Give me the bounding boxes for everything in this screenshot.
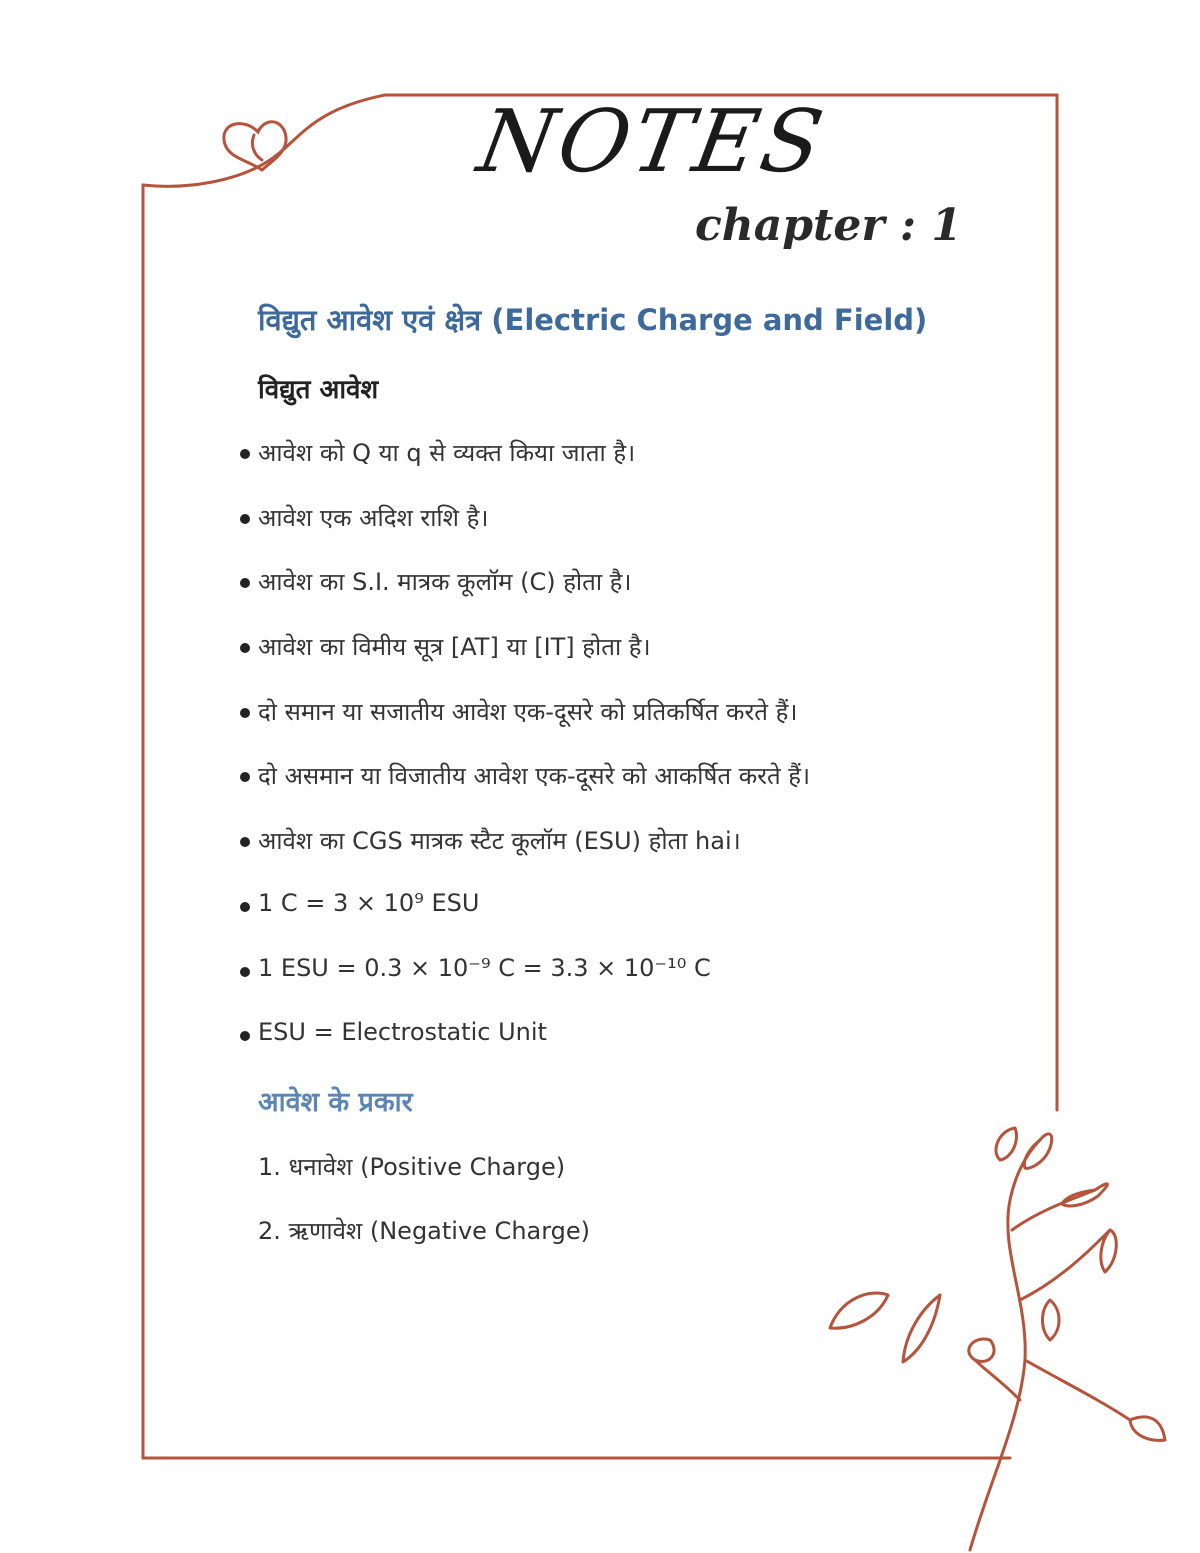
chapter-label: chapter : 1: [694, 200, 962, 251]
bullet-item: आवेश का विमीय सूत्र [AT] या [IT] होता है।: [236, 630, 810, 695]
bullet-dot-icon: [240, 449, 250, 459]
bullet-dot-icon: [240, 514, 250, 524]
bullet-item: दो समान या सजातीय आवेश एक-दूसरे को प्रतिकर्षित करते हैं।: [236, 695, 810, 760]
sub-heading: विद्युत आवेश: [258, 375, 379, 405]
bullet-item: 1 C = 3 × 10⁹ ESU: [236, 889, 810, 954]
bullet-dot-icon: [240, 578, 250, 588]
bullet-item: आवेश का CGS मात्रक स्टैट कूलॉम (ESU) होता hai।: [236, 824, 810, 889]
bullet-dot-icon: [240, 837, 250, 847]
bullet-dot-icon: [240, 902, 250, 912]
bullet-item: दो असमान या विजातीय आवेश एक-दूसरे को आकर्षित करते हैं।: [236, 759, 810, 824]
bullet-item: आवेश को Q या q से व्यक्त किया जाता है।: [236, 436, 810, 501]
bullet-item: 1 ESU = 0.3 × 10⁻⁹ C = 3.3 × 10⁻¹⁰ C: [236, 954, 810, 1019]
bullet-item: ESU = Electrostatic Unit: [236, 1018, 810, 1083]
bullet-dot-icon: [240, 708, 250, 718]
bullet-dot-icon: [240, 1031, 250, 1041]
bullet-item: आवेश का S.I. मात्रक कूलॉम (C) होता है।: [236, 565, 810, 630]
list-item: 1. धनावेश (Positive Charge): [258, 1153, 566, 1181]
leaf-branch-icon: [830, 1128, 1165, 1550]
bullet-dot-icon: [240, 772, 250, 782]
list-item: 2. ऋणावेश (Negative Charge): [258, 1217, 591, 1245]
bullet-dot-icon: [240, 643, 250, 653]
main-heading: विद्युत आवेश एवं क्षेत्र (Electric Charge and Field): [258, 303, 928, 337]
charge-types-list: [258, 1150, 590, 1278]
heart-icon: [224, 122, 286, 170]
bullet-list: [236, 436, 810, 1083]
bullet-dot-icon: [240, 967, 250, 977]
charge-types-heading: आवेश के प्रकार: [258, 1087, 413, 1118]
notes-title: NOTES: [471, 92, 834, 192]
bullet-item: आवेश एक अदिश राशि है।: [236, 501, 810, 566]
